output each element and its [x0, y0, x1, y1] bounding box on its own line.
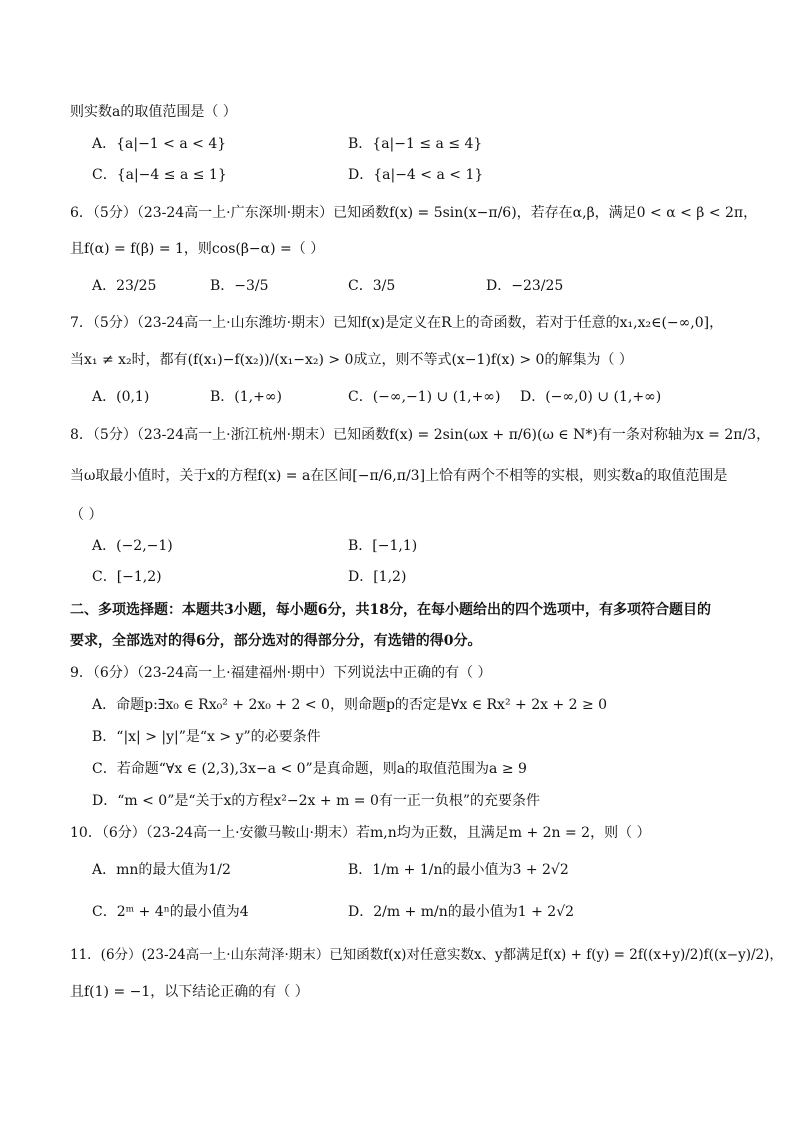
q8-option-c: C．[−1,2): [92, 569, 162, 585]
q6-option-c: C．3/5: [348, 278, 396, 294]
q8-stem-line2: 当ω取最小值时，关于x的方程f(x) = a在区间[−π/6,π/3]上恰有两个不相等的实根，则实数a的取值范围是: [70, 468, 728, 484]
section2-heading-line1: 二、多项选择题：本题共3小题，每小题6分，共18分，在每小题给出的四个选项中，有多项符合题目的: [70, 602, 711, 618]
q7-option-c: C．(−∞,−1) ∪ (1,+∞): [348, 389, 501, 405]
q9-option-c: C．若命题“∀x ∈ (2,3),3x−a < 0”是真命题，则a的取值范围为a ≥ 9: [92, 761, 527, 777]
q9-stem: 9．（6分）（23-24高一上·福建福州·期中）下列说法中正确的有（ ）: [70, 665, 492, 681]
section2-heading-line2: 要求，全部选对的得6分，部分选对的得部分分，有选错的得0分。: [70, 633, 482, 649]
q9-option-d: D．“m < 0”是“关于x的方程x²−2x + m = 0有一正一负根”的充要条件: [92, 793, 541, 809]
q6-option-d: D．−23/25: [486, 278, 564, 294]
q5-option-b: B．{a|−1 ≤ a ≤ 4}: [348, 136, 483, 152]
q8-stem-line1: 8．（5分）（23-24高一上·浙江杭州·期末）已知函数f(x) = 2sin(ωx + π/6)(ω ∈ N*)有一条对称轴为x = 2π/3，: [70, 427, 771, 443]
q5-option-a: A．{a|−1 < a < 4}: [92, 136, 227, 152]
q9-option-b: B．“|x| > |y|”是“x > y”的必要条件: [92, 729, 321, 745]
q6-stem-line1: 6．（5分）（23-24高一上·广东深圳·期末）已知函数f(x) = 5sin(x−π/6)，若存在α,β，满足0 < α < β < 2π，: [70, 205, 758, 221]
q8-option-b: B．[−1,1): [348, 538, 418, 554]
q10-option-d: D．2/m + m/n的最小值为1 + 2√2: [348, 904, 575, 920]
q7-option-d: D．(−∞,0) ∪ (1,+∞): [520, 389, 662, 405]
q5-option-c: C．{a|−4 ≤ a ≤ 1}: [92, 167, 227, 183]
q7-option-a: A．(0,1): [92, 389, 150, 405]
q5-option-d: D．{a|−4 < a < 1}: [348, 167, 484, 183]
q9-option-a: A．命题p:∃x₀ ∈ Rx₀² + 2x₀ + 2 < 0，则命题p的否定是∀x ∈ Rx² + 2x + 2 ≥ 0: [92, 697, 608, 713]
q5-stem-tail: 则实数a的取值范围是（ ）: [70, 104, 237, 120]
q10-stem: 10．（6分）（23-24高一上·安徽马鞍山·期末）若m,n均为正数，且满足m + 2n = 2，则（ ）: [70, 825, 651, 841]
q10-option-a: A．mn的最大值为1/2: [92, 862, 231, 878]
q6-stem-line2: 且f(α) = f(β) = 1，则cos(β−α) =（ ）: [70, 241, 325, 257]
q10-option-c: C．2ᵐ + 4ⁿ的最小值为4: [92, 904, 249, 920]
q8-option-d: D．[1,2): [348, 569, 407, 585]
q11-stem-line1: 11．(6分）(23-24高一上·山东菏泽·期末）已知函数f(x)对任意实数x、y都满足f(x) + f(y) = 2f((x+y)/2)f((x−y)/2)，: [70, 947, 783, 963]
q11-stem-line2: 且f(1) = −1，以下结论正确的有（ ）: [70, 984, 309, 1000]
q7-option-b: B．(1,+∞): [210, 389, 282, 405]
q6-option-b: B．−3/5: [210, 278, 269, 294]
q6-option-a: A．23/25: [92, 278, 157, 294]
q7-stem-line2: 当x₁ ≠ x₂时，都有(f(x₁)−f(x₂))/(x₁−x₂) > 0成立，则不等式(x−1)f(x) > 0的解集为（ ）: [70, 352, 633, 368]
q7-stem-line1: 7．（5分）（23-24高一上·山东潍坊·期末）已知f(x)是定义在R上的奇函数，若对于任意的x₁,x₂∈(−∞,0]，: [70, 315, 724, 331]
q8-option-a: A．(−2,−1): [92, 538, 173, 554]
q8-stem-line3: （ ）: [70, 507, 103, 523]
q10-option-b: B．1/m + 1/n的最小值为3 + 2√2: [348, 862, 569, 878]
